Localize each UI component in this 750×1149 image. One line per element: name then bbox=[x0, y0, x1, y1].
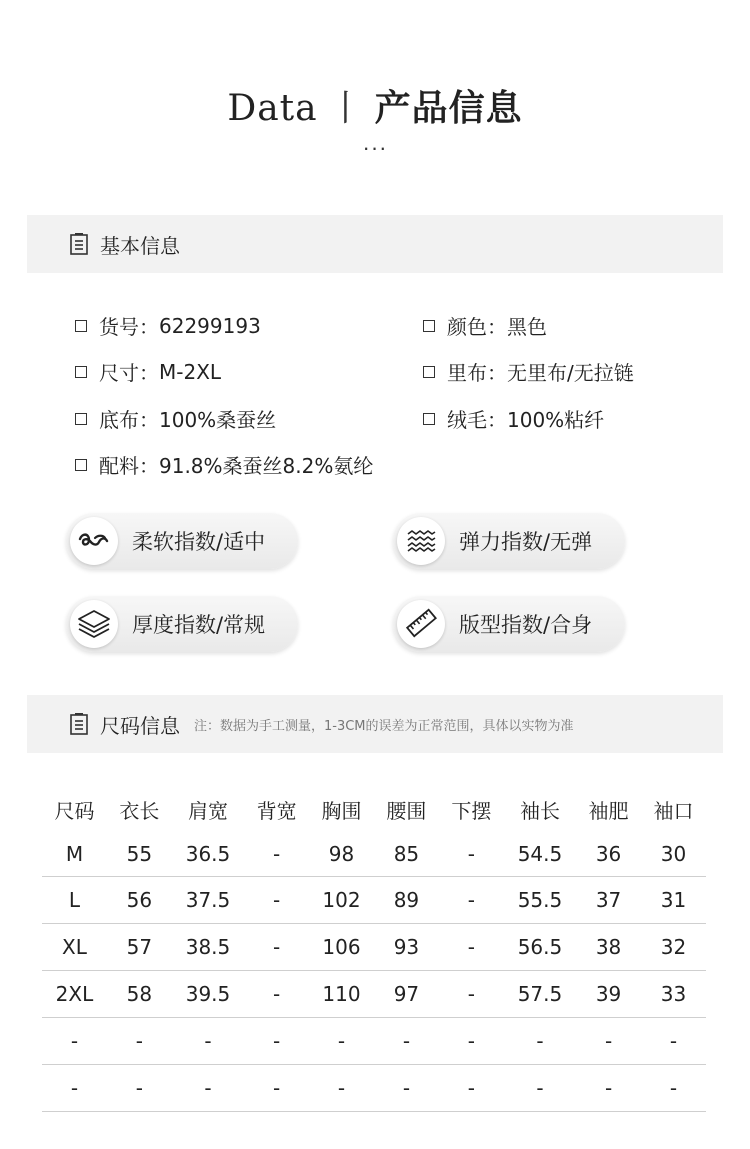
table-cell: 2XL bbox=[42, 971, 107, 1018]
checkbox-square-icon bbox=[423, 413, 435, 425]
table-cell: 55.5 bbox=[504, 877, 576, 924]
ruler-icon bbox=[397, 600, 445, 648]
table-cell: 93 bbox=[374, 924, 439, 971]
info-item-size bbox=[75, 357, 221, 386]
info-value: 无里布/无拉链 bbox=[507, 361, 634, 385]
table-cell: 102 bbox=[309, 877, 374, 924]
table-cell: 110 bbox=[309, 971, 374, 1018]
table-cell: - bbox=[576, 1065, 641, 1112]
table-row bbox=[42, 924, 706, 971]
table-cell: - bbox=[172, 1018, 244, 1065]
basic-info-title: 基本信息 bbox=[100, 233, 180, 258]
size-table bbox=[42, 786, 706, 1112]
table-cell: 106 bbox=[309, 924, 374, 971]
info-label: 配料： bbox=[99, 454, 159, 478]
table-cell: 36.5 bbox=[172, 832, 244, 877]
size-info-title: 尺码信息 bbox=[100, 713, 180, 738]
info-label: 底布： bbox=[99, 408, 159, 432]
checkbox-square-icon bbox=[75, 320, 87, 332]
checkbox-square-icon bbox=[75, 459, 87, 471]
size-info-note: 注：数据为手工测量，1-3CM的误差为正常范围，具体以实物为准 bbox=[194, 718, 574, 734]
table-cell: 56 bbox=[107, 877, 172, 924]
table-cell: - bbox=[439, 877, 504, 924]
table-cell: - bbox=[42, 1065, 107, 1112]
column-header: 下摆 bbox=[451, 798, 492, 823]
table-cell: 57 bbox=[107, 924, 172, 971]
info-value: 100%桑蚕丝 bbox=[159, 408, 277, 432]
column-header: 腰围 bbox=[386, 798, 427, 823]
info-label: 里布： bbox=[447, 361, 507, 385]
table-cell: 56.5 bbox=[504, 924, 576, 971]
table-cell: 85 bbox=[374, 832, 439, 877]
table-cell: 89 bbox=[374, 877, 439, 924]
table-cell: - bbox=[244, 971, 309, 1018]
info-value: 100%粘纤 bbox=[507, 408, 605, 432]
checkbox-square-icon bbox=[423, 320, 435, 332]
thickness-index-pill bbox=[66, 596, 298, 652]
thickness-index-label: 厚度指数/常规 bbox=[132, 613, 266, 637]
table-cell: 39 bbox=[576, 971, 641, 1018]
document-list-icon bbox=[70, 233, 88, 255]
table-cell: - bbox=[374, 1018, 439, 1065]
softness-index-label: 柔软指数/适中 bbox=[132, 530, 266, 554]
table-cell: 58 bbox=[107, 971, 172, 1018]
info-value: 62299193 bbox=[159, 313, 261, 338]
table-cell: 97 bbox=[374, 971, 439, 1018]
table-cell: 39.5 bbox=[172, 971, 244, 1018]
column-header: 尺码 bbox=[54, 798, 95, 823]
column-header: 衣长 bbox=[119, 798, 160, 823]
table-cell: 32 bbox=[641, 924, 706, 971]
table-cell: - bbox=[641, 1018, 706, 1065]
table-cell: - bbox=[504, 1018, 576, 1065]
info-value: 91.8%桑蚕丝8.2%氨纶 bbox=[159, 454, 374, 478]
table-row bbox=[42, 832, 706, 877]
info-label: 绒毛： bbox=[447, 408, 507, 432]
table-cell: 33 bbox=[641, 971, 706, 1018]
column-header: 肩宽 bbox=[187, 798, 228, 823]
table-cell: - bbox=[309, 1065, 374, 1112]
table-cell: 57.5 bbox=[504, 971, 576, 1018]
table-cell: L bbox=[42, 877, 107, 924]
info-item-sku bbox=[75, 311, 261, 340]
page-title bbox=[0, 80, 750, 131]
fit-index-pill bbox=[393, 596, 625, 652]
title-en: Data bbox=[227, 88, 318, 129]
table-cell: - bbox=[42, 1018, 107, 1065]
column-header: 背宽 bbox=[256, 798, 297, 823]
table-cell: - bbox=[107, 1018, 172, 1065]
table-cell: - bbox=[244, 924, 309, 971]
elastic-wave-icon bbox=[397, 517, 445, 565]
checkbox-square-icon bbox=[75, 366, 87, 378]
table-cell: - bbox=[439, 832, 504, 877]
basic-info-bar bbox=[27, 215, 723, 273]
table-row bbox=[42, 1018, 706, 1065]
table-row bbox=[42, 1065, 706, 1112]
column-header: 袖长 bbox=[519, 798, 560, 823]
table-row bbox=[42, 877, 706, 924]
column-header: 袖肥 bbox=[588, 798, 629, 823]
table-cell: 31 bbox=[641, 877, 706, 924]
title-separator: 丨 bbox=[327, 88, 365, 129]
column-header: 胸围 bbox=[321, 798, 362, 823]
table-cell: - bbox=[244, 1065, 309, 1112]
info-label: 尺寸： bbox=[99, 361, 159, 385]
softness-swirl-icon bbox=[70, 517, 118, 565]
fit-index-label: 版型指数/合身 bbox=[459, 613, 593, 637]
checkbox-square-icon bbox=[75, 413, 87, 425]
table-cell: - bbox=[374, 1065, 439, 1112]
table-cell: 38.5 bbox=[172, 924, 244, 971]
info-item-color bbox=[423, 311, 547, 340]
table-cell: 55 bbox=[107, 832, 172, 877]
table-cell: - bbox=[309, 1018, 374, 1065]
size-info-bar bbox=[27, 695, 723, 753]
table-cell: 37.5 bbox=[172, 877, 244, 924]
elastic-index-label: 弹力指数/无弹 bbox=[459, 530, 593, 554]
table-cell: 30 bbox=[641, 832, 706, 877]
table-cell: - bbox=[107, 1065, 172, 1112]
table-cell: - bbox=[244, 832, 309, 877]
table-row bbox=[42, 971, 706, 1018]
column-header: 袖口 bbox=[653, 798, 694, 823]
checkbox-square-icon bbox=[423, 366, 435, 378]
info-value: 黑色 bbox=[507, 315, 547, 339]
title-dots: ··· bbox=[362, 135, 388, 160]
info-item-base-fabric bbox=[75, 404, 276, 433]
table-cell: - bbox=[439, 1065, 504, 1112]
info-item-pile bbox=[423, 404, 604, 433]
table-cell: 54.5 bbox=[504, 832, 576, 877]
table-cell: - bbox=[641, 1065, 706, 1112]
table-cell: - bbox=[172, 1065, 244, 1112]
info-label: 颜色： bbox=[447, 315, 507, 339]
table-cell: - bbox=[244, 1018, 309, 1065]
table-cell: - bbox=[439, 1018, 504, 1065]
elastic-index-pill bbox=[393, 513, 625, 569]
table-cell: 36 bbox=[576, 832, 641, 877]
table-cell: - bbox=[504, 1065, 576, 1112]
table-cell: - bbox=[244, 877, 309, 924]
table-cell: XL bbox=[42, 924, 107, 971]
table-header-row bbox=[42, 786, 706, 832]
layers-icon bbox=[70, 600, 118, 648]
info-label: 货号： bbox=[99, 315, 159, 339]
table-cell: - bbox=[576, 1018, 641, 1065]
softness-index-pill bbox=[66, 513, 298, 569]
info-item-lining bbox=[423, 357, 634, 386]
table-cell: - bbox=[439, 971, 504, 1018]
table-cell: 37 bbox=[576, 877, 641, 924]
table-cell: M bbox=[42, 832, 107, 877]
info-item-trim bbox=[75, 450, 373, 479]
table-cell: 38 bbox=[576, 924, 641, 971]
document-list-icon bbox=[70, 713, 88, 735]
table-cell: - bbox=[439, 924, 504, 971]
info-value: M-2XL bbox=[159, 359, 222, 384]
table-cell: 98 bbox=[309, 832, 374, 877]
title-cn: 产品信息 bbox=[374, 88, 523, 129]
